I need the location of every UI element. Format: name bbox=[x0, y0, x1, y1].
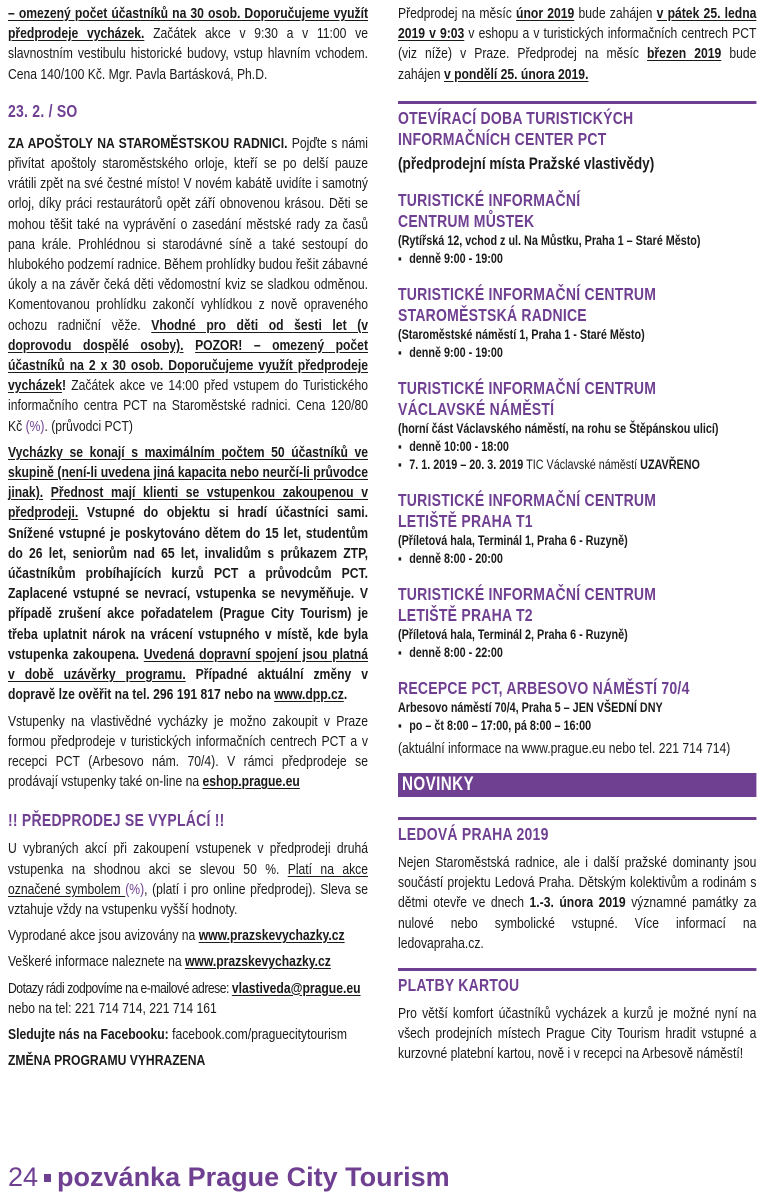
current-info: (aktuální informace na www.prague.eu nebo tel. 221 714 714) bbox=[398, 739, 731, 757]
facebook-label: Sledujte nás na Facebooku: bbox=[8, 1025, 169, 1043]
presale-heading: !! PŘEDPRODEJ SE VYPLÁCÍ !! bbox=[8, 810, 225, 831]
center-hours: ▪ denně 9:00 - 19:00 bbox=[398, 250, 756, 268]
presale-dates-text: bude zahájen bbox=[574, 5, 657, 22]
card-payments-title: PLATBY KARTOU bbox=[398, 975, 520, 996]
center-airport-t2 bbox=[398, 584, 756, 662]
event-exclamation: ! bbox=[62, 377, 67, 395]
presale-month-mar: březen 2019 bbox=[647, 45, 722, 63]
presale-symbol: (%) bbox=[125, 880, 145, 898]
publication-title: pozvánka Prague City Tourism bbox=[57, 1162, 450, 1192]
presale-start-feb: v pátek 25. ledna 2019 v 9:03 bbox=[398, 5, 757, 43]
allinfo-link[interactable]: www.prazskevychazky.cz bbox=[184, 953, 331, 971]
center-title: TURISTICKÉ INFORMAČNÍ CENTRUM MŮSTEK bbox=[398, 189, 581, 231]
rules-priority: Přednost mají klienti se vstupenkou zakoupenou v předprodeji. bbox=[8, 484, 368, 522]
card-payments-text: Pro větší komfort účastníků vycházek a kurzů je možné nyní na všech prodejních místech Prague City Tourism hradit vstupné a kurzovné platební kartou, nově i v recepci na Arbesově náměstí! bbox=[398, 1005, 757, 1063]
presale-dates-text: v eshopu a v turistických informačních centrech PCT (viz níže) v Praze. Předprodej na měsíc bbox=[398, 25, 757, 63]
dpp-link[interactable]: www.dpp.cz bbox=[274, 686, 344, 704]
event-suitable: Vhodné pro děti od šesti let (v doprovodu dospělé osoby). bbox=[8, 316, 369, 354]
hours-subheading: (předprodejní místa Pražské vlastivědy) bbox=[398, 153, 655, 173]
ice-prague-text: Nejen Staroměstská radnice, ale i další pražské dominanty jsou součástí projektu Ledová Praha. Dětským kolektivům a rodinám s dětmi otevře ve dnech bbox=[398, 854, 757, 912]
presale-condition: Platí na akce označené symbolem bbox=[8, 860, 368, 898]
square-bullet-icon bbox=[44, 1174, 51, 1182]
rules-capacity: Vycházky se konají s maximálním počtem 50 účastníků ve skupině (není-li uvedena jiná kapacita nebo neurčí-li průvodce jinak). bbox=[8, 443, 368, 502]
news-banner: NOVINKY bbox=[398, 773, 756, 797]
intro-paragraph bbox=[8, 4, 368, 85]
ice-prague-dates: 1.-3. února 2019 bbox=[529, 894, 626, 912]
contact-text: Dotazy rádi zodpovíme na e-mailové adrese: bbox=[8, 979, 232, 997]
event-paragraph bbox=[8, 134, 368, 437]
centers-list bbox=[398, 190, 756, 735]
intro-warning: – omezený počet účastníků na 30 osob. Doporučujeme využít předprodeje vycházek. bbox=[8, 5, 368, 43]
center-hours: ▪ denně 8:00 - 22:00 bbox=[398, 644, 756, 662]
center-hours: ▪ denně 8:00 - 20:00 bbox=[398, 550, 756, 568]
center-mustek bbox=[398, 190, 756, 268]
reception-hours: ▪ po – čt 8:00 – 17:00, pá 8:00 – 16:00 bbox=[398, 717, 756, 735]
hours-heading: OTEVÍRACÍ DOBA TURISTICKÝCH INFORMAČNÍCH CENTER PCT bbox=[398, 107, 634, 149]
rules-changes: Případné aktuální změny v dopravě lze ověřit na tel. 296 191 817 nebo na bbox=[8, 666, 368, 704]
event-start: Začátek akce ve 14:00 před vstupem do Turistického informačního centra PCT na Staroměstské radnici. Cena 120/80 Kč bbox=[8, 377, 368, 435]
soldout-text: Vyprodané akce jsou avizovány na bbox=[8, 927, 199, 945]
allinfo-line bbox=[8, 952, 368, 972]
center-airport-t1 bbox=[398, 490, 756, 568]
rules-paragraph bbox=[8, 443, 368, 706]
page-footer bbox=[8, 1160, 450, 1194]
allinfo-text: Veškeré informace naleznete na bbox=[8, 953, 185, 971]
presale-dates-text: Předprodej na měsíc bbox=[398, 5, 517, 22]
soldout-link[interactable]: www.prazskevychazky.cz bbox=[198, 927, 345, 945]
ice-prague-text: významné památky za nulové nebo symbolické vstupné. Více informací na ledovapraha.cz. bbox=[398, 894, 757, 952]
presale-dates-text: bude zahájen bbox=[398, 45, 757, 83]
reception-address: Arbesovo náměstí 70/4, Praha 5 – JEN VŠEDNÍ DNY bbox=[398, 699, 663, 715]
email-link[interactable]: vlastiveda@prague.eu bbox=[231, 979, 361, 997]
eshop-link[interactable]: eshop.prague.eu bbox=[202, 773, 300, 791]
presale-start-mar: v pondělí 25. února 2019. bbox=[443, 65, 589, 83]
center-wenceslas-square bbox=[398, 378, 756, 474]
tickets-text: Vstupenky na vlastivědné vycházky je možno zakoupit v Praze formou předprodeje v turistických informačních centrech PCT a v recepci PCT (Arbesovo nám. 70/4). V rámci předprodeje se prodávají vstupenky také on-line na bbox=[8, 712, 368, 791]
presale-dates-paragraph bbox=[398, 4, 756, 85]
center-old-town-hall bbox=[398, 284, 756, 362]
event-warning: POZOR! – omezený počet účastníků na 2 x 30 osob. Doporučujeme využít předprodeje vycházek bbox=[8, 336, 368, 395]
facebook-line bbox=[8, 1025, 368, 1045]
center-address: (Staroměstské náměstí 1, Praha 1 - Staré Město) bbox=[398, 326, 645, 342]
center-hours: ▪ denně 10:00 - 18:00 bbox=[398, 438, 756, 456]
center-address: (Rytířská 12, vchod z ul. Na Můstku, Praha 1 – Staré Město) bbox=[398, 232, 701, 248]
program-change-notice: ZMĚNA PROGRAMU VYHRAZENA bbox=[8, 1052, 206, 1070]
intro-text: Začátek akce v 9:30 a v 11:00 ve slavnostním vestibulu historické budovy, vstup hlavním vchodem. Cena 140/100 Kč. Mgr. Pavla Bartásková, Ph.D. bbox=[8, 25, 368, 83]
left-column bbox=[8, 0, 368, 1071]
discount-symbol: (%) bbox=[25, 417, 45, 435]
date-heading: 23. 2. / SO bbox=[8, 100, 78, 121]
ice-prague-paragraph bbox=[398, 853, 756, 954]
presale-month-feb: únor 2019 bbox=[516, 5, 575, 22]
contact-phones: nebo na tel: 221 714 714, 221 714 161 bbox=[8, 999, 217, 1017]
closure-dates: 7. 1. 2019 – 20. 3. 2019 bbox=[409, 456, 524, 472]
center-address: (horní část Václavského náměstí, na rohu se Štěpánskou ulicí) bbox=[398, 420, 719, 436]
contact-paragraph bbox=[8, 979, 368, 1019]
closure-text: TIC Václavské náměstí bbox=[523, 456, 641, 472]
rules-transport: Uvedená dopravní spojení jsou platná v době uzávěrky programu. bbox=[8, 645, 368, 684]
right-column bbox=[398, 0, 756, 1065]
center-address: (Příletová hala, Terminál 2, Praha 6 - Ruzyně) bbox=[398, 626, 628, 642]
event-text: Pojďte s námi přivítat apoštoly staroměstského orloje, kteří se po delší pauze vrátili zpět na své čestné místo! V novém kabátě uvidíte i samotný orloj, díky práci restaurátorů opět září obnovenou krásou. Děti se mohou těšit také na vyprávění o zasedání městské rady za časů pana krále. Prohlédnou si starodávné síně a také sestoupí do hlubokého podzemí radnice. Během prohlídky budou řešit zábavné úkoly a na závěr čeká děti vědomostní kviz se sladkou odměnou. Komentovanou prohlídku zakončí vyhlídkou z nově opraveného ochozu radniční věže. bbox=[8, 134, 369, 334]
ice-prague-title: LEDOVÁ PRAHA 2019 bbox=[398, 824, 549, 845]
facebook-url[interactable]: facebook.com/praguecitytourism bbox=[168, 1025, 347, 1043]
center-title: TURISTICKÉ INFORMAČNÍ CENTRUM STAROMĚSTSKÁ RADNICE bbox=[398, 283, 657, 325]
tickets-paragraph bbox=[8, 712, 368, 793]
center-title: TURISTICKÉ INFORMAČNÍ CENTRUM VÁCLAVSKÉ NÁMĚSTÍ bbox=[398, 377, 657, 419]
event-guide: . (průvodci PCT) bbox=[44, 417, 133, 435]
center-title: TURISTICKÉ INFORMAČNÍ CENTRUM LETIŠTĚ PRAHA T1 bbox=[398, 489, 657, 531]
event-title: ZA APOŠTOLY NA STAROMĚSTSKOU RADNICI. bbox=[8, 134, 288, 152]
presale-paragraph bbox=[8, 839, 368, 920]
closure-status: UZAVŘENO bbox=[640, 456, 700, 472]
rules-end: . bbox=[343, 686, 348, 704]
reception-arbesovo bbox=[398, 678, 756, 735]
rules-text: Vstupné do objektu si hradí účastníci sami. Snížené vstupné je poskytováno dětem do 15 let, studentům do 26 let, seniorům nad 65 let, invalidům s průkazem ZTP, účastníkům probíhajících kurzů PCT a průvodcům PCT. Zaplacené vstupné se nevrací, vstupenka se nevyměňuje. V případě zrušení akce pořadatelem (Prague City Tourism) je třeba uplatnit nárok na vrácení vstupného v místě, kde byla vstupenka zakoupena. bbox=[8, 504, 369, 663]
presale-text: U vybraných akcí při zakoupení vstupenek v předprodeji druhá vstupenka na shodnou akci se slevou 50 %. bbox=[8, 840, 368, 878]
page-number: 24 bbox=[8, 1162, 39, 1192]
center-address: (Příletová hala, Terminál 1, Praha 6 - Ruzyně) bbox=[398, 532, 628, 548]
reception-title: RECEPCE PCT, ARBESOVO NÁMĚSTÍ 70/4 bbox=[398, 677, 690, 698]
center-closure bbox=[398, 456, 756, 474]
center-title: TURISTICKÉ INFORMAČNÍ CENTRUM LETIŠTĚ PRAHA T2 bbox=[398, 583, 657, 625]
center-hours: ▪ denně 9:00 - 19:00 bbox=[398, 344, 756, 362]
presale-note: , (platí i pro online předprodej). Sleva se vztahuje vždy na vstupenku vyšší hodnoty. bbox=[8, 880, 368, 918]
soldout-line bbox=[8, 926, 368, 946]
